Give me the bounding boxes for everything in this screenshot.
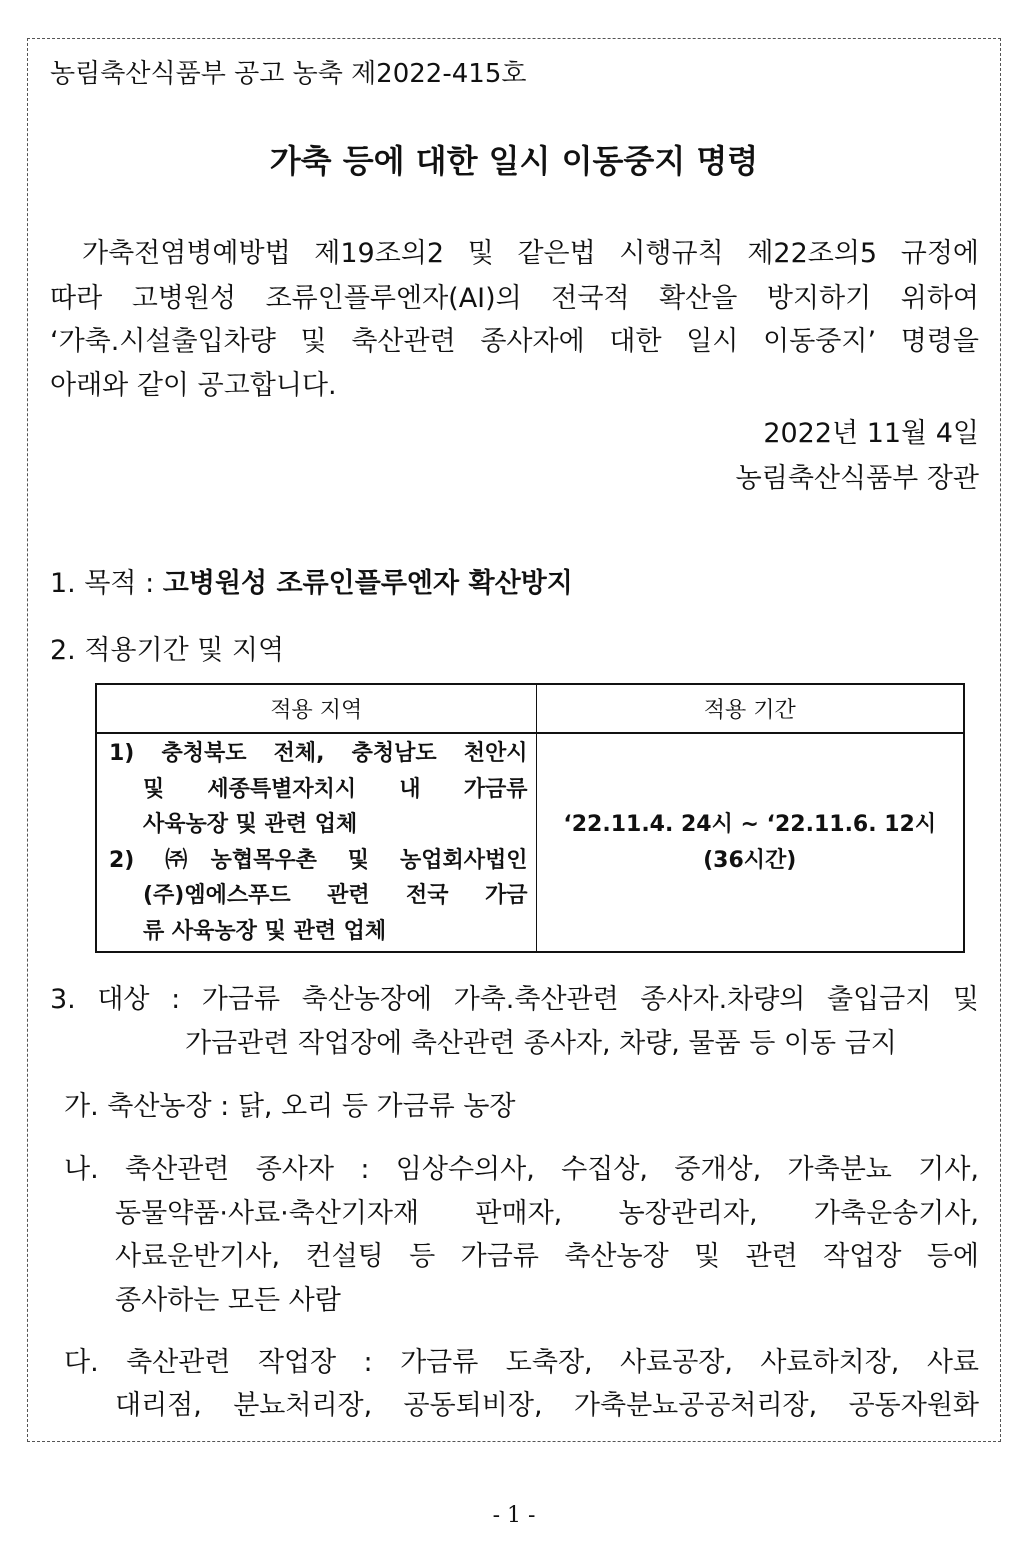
item-na-line-1: 나. 축산관련 종사자 : 임상수의사, 수집상, 중개상, 가축분뇨 기사, [64,1154,979,1185]
section2-heading: 2. 적용기간 및 지역 [50,635,285,666]
region-cell [96,733,536,952]
item-da-line-1: 다. 축산관련 작업장 : 가금류 도축장, 사료공장, 사료하치장, 사료 [64,1347,979,1378]
intro-line-1: 가축전염병예방법 제19조의2 및 같은법 시행규칙 제22조의5 규정에 [82,238,979,269]
region-line: 류 사육농장 및 관련 업체 [143,918,387,944]
item-na-line-2: 동물약품·사료·축산기자재 판매자, 농장관리자, 가축운송기사, [115,1198,979,1229]
notice-issuer: 농림축산식품부 장관 [735,463,979,494]
region-line: 사육농장 및 관련 업체 [143,812,358,837]
notice-number: 농림축산식품부 공고 농축 제2022-415호 [50,59,527,89]
region-line: 1) 충청북도 전체, 충청남도 천안시 [109,741,528,766]
section1-label: 1. 목적 : [50,568,155,599]
item-ga: 가. 축산농장 : 닭, 오리 등 가금류 농장 [64,1091,516,1122]
header-region: 적용 지역 [96,684,536,733]
header-period: 적용 기간 [536,684,964,733]
intro-line-4: 아래와 같이 공고합니다. [50,370,337,401]
section3-line-2: 가금관련 작업장에 축산관련 종사자, 차량, 물품 등 이동 금지 [185,1028,897,1059]
section1 [50,570,573,597]
item-na-line-4: 종사하는 모든 사람 [115,1285,341,1316]
period-duration: (36시간) [703,847,797,873]
section3-line-1: 3. 대상 : 가금류 축산농장에 가축.축산관련 종사자.차량의 출입금지 및 [50,984,979,1015]
region-line: 및 세종특별자치시 내 가금류 [143,776,528,802]
application-table [95,683,965,953]
intro-line-2: 따라 고병원성 조류인플루엔자(AI)의 전국적 확산을 방지하기 위하여 [50,283,979,314]
period-cell [536,733,964,952]
region-line: (주)엠에스푸드 관련 전국 가금 [143,883,528,908]
item-na-line-3: 사료운반기사, 컨설팅 등 가금류 축산농장 및 관련 작업장 등에 [115,1241,979,1272]
notice-date: 2022년 11월 4일 [763,418,979,449]
section1-content: 고병원성 조류인플루엔자 확산방지 [162,568,573,599]
region-line: 2) ㈜농협목우촌 및 농업회사법인 [109,847,528,873]
item-da-line-2: 대리점, 분뇨처리장, 공동퇴비장, 가축분뇨공공처리장, 공동자원화 [115,1390,979,1421]
period-range: ‘22.11.4. 24시 ~ ‘22.11.6. 12시 [563,811,937,837]
table-row [96,733,964,952]
page-number: - 1 - [492,1503,536,1528]
notice-title: 가축 등에 대한 일시 이동중지 명령 [269,142,759,180]
table-header-row [96,684,964,733]
intro-line-3: ‘가축.시설출입차량 및 축산관련 종사자에 대한 일시 이동중지’ 명령을 [50,326,979,357]
